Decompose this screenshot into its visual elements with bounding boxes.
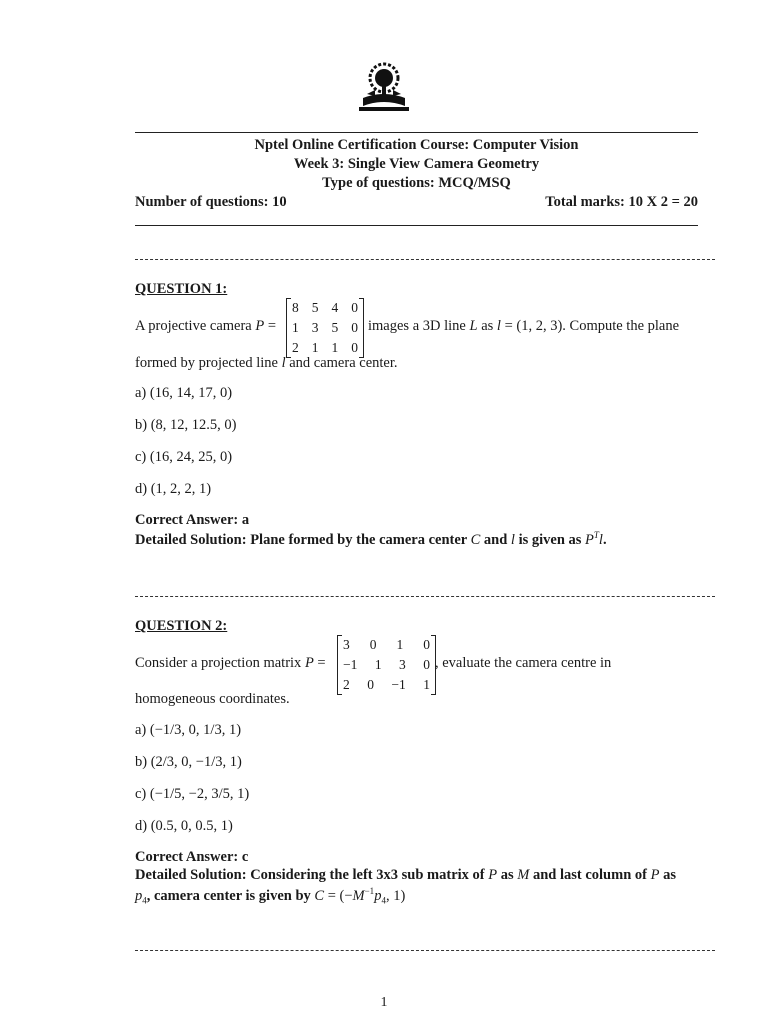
q2-sol-var: p	[374, 887, 382, 904]
question-2-text-line2: homogeneous coordinates.	[135, 691, 290, 707]
institute-emblem-icon	[353, 54, 415, 116]
matrix-cell: 0	[351, 320, 358, 335]
q2-sol-sub: 4	[142, 895, 147, 906]
matrix-cell: 1	[374, 657, 382, 672]
q2-option-c[interactable]: c) (−1/5, −2, 3/5, 1)	[135, 786, 250, 802]
q1-sol-part: Detailed Solution: Plane formed by the camera center	[135, 531, 471, 548]
q2-sol-sup: −1	[364, 886, 375, 896]
matrix-cell: 1	[292, 320, 299, 335]
q1-var-l: l	[496, 318, 501, 334]
matrix-cell: 3	[311, 320, 319, 335]
matrix-cell: 3	[399, 657, 406, 672]
matrix-cell: 1	[311, 340, 319, 355]
q2-sol-var: M	[352, 887, 365, 904]
q1-eq: =	[264, 318, 277, 334]
q2-option-d[interactable]: d) (0.5, 0, 0.5, 1)	[135, 818, 233, 834]
matrix-cell: 1	[331, 340, 339, 355]
matrix-cell: 8	[292, 300, 299, 315]
q1-var-p: P	[255, 318, 265, 334]
matrix-cell: 2	[343, 677, 350, 692]
q2-sol-sub: 4	[381, 895, 386, 906]
q2-sol-part: , camera center is given by	[146, 887, 315, 904]
q2-option-b[interactable]: b) (2/3, 0, −1/3, 1)	[135, 754, 242, 770]
question-1-text-line2	[135, 355, 398, 372]
matrix-cell: 0	[423, 637, 430, 652]
q1-detailed-solution	[135, 530, 607, 549]
q1-sol-part: .	[602, 531, 607, 548]
header-bottom-rule	[135, 225, 698, 226]
header-top-rule	[135, 132, 698, 133]
matrix-cell: 1	[396, 637, 404, 652]
q2-var-p: P	[304, 655, 314, 671]
question-1-text	[135, 318, 276, 335]
matrix-cell: −1	[391, 677, 406, 692]
week-title: Week 3: Single View Camera Geometry	[293, 156, 540, 172]
q2-option-a[interactable]: a) (−1/3, 0, 1/3, 1)	[135, 722, 242, 738]
question-1-title: QUESTION 1:	[135, 281, 228, 297]
q2-sol-part: = (−	[324, 887, 353, 904]
q1-text-part: = (1, 2, 3). Compute the plane	[500, 318, 680, 334]
q1-text-part: formed by projected line	[135, 355, 282, 371]
q2-sol-var: C	[314, 887, 325, 904]
matrix-cell: 2	[292, 340, 299, 355]
matrix-cell: 5	[311, 300, 319, 315]
page-number: 1	[380, 995, 388, 1010]
q2-sol-var: M	[517, 867, 530, 883]
q1-sol-var: l	[598, 531, 603, 548]
q1-sol-var: l	[510, 531, 515, 548]
question-1-text-cont	[368, 318, 679, 335]
matrix-cell: 0	[351, 340, 358, 355]
question-type: Type of questions: MCQ/MSQ	[322, 175, 511, 191]
separator-dashes	[135, 596, 715, 597]
matrix-cell: −1	[343, 657, 358, 672]
q2-text-part: Consider a projection matrix	[135, 655, 305, 671]
q2-sol-var: P	[650, 867, 660, 883]
course-title: Nptel Online Certification Course: Computer Vision	[254, 137, 579, 153]
matrix-cell: 3	[343, 637, 350, 652]
q2-detailed-solution	[135, 867, 676, 884]
matrix-cell: 5	[331, 320, 339, 335]
q1-option-c[interactable]: c) (16, 24, 25, 0)	[135, 449, 233, 465]
total-marks: Total marks: 10 X 2 = 20	[545, 194, 698, 210]
q1-sol-part: and	[480, 531, 511, 548]
question-2-text-cont: , evaluate the camera centre in	[435, 655, 612, 671]
q2-sol-part: as	[659, 867, 676, 883]
q1-text-part: A projective camera	[135, 318, 256, 334]
question-2-title: QUESTION 2:	[135, 618, 228, 634]
q2-sol-part: Detailed Solution: Considering the left 3x3 sub matrix of	[135, 867, 489, 883]
q2-correct-answer: Correct Answer: c	[135, 849, 249, 865]
q2-sol-var: P	[488, 867, 498, 883]
separator-dashes	[135, 259, 715, 260]
q1-option-a[interactable]: a) (16, 14, 17, 0)	[135, 385, 233, 401]
q1-option-d[interactable]: d) (1, 2, 2, 1)	[135, 481, 212, 497]
q2-detailed-solution-line2	[135, 886, 405, 906]
q1-matrix	[286, 298, 364, 358]
matrix-cell: 0	[369, 637, 377, 652]
matrix-cell: 4	[331, 300, 339, 315]
q2-eq: =	[313, 655, 326, 671]
q1-option-b[interactable]: b) (8, 12, 12.5, 0)	[135, 417, 237, 433]
matrix-cell: 0	[423, 657, 430, 672]
q1-text-part: images a 3D line	[368, 318, 470, 334]
separator-dashes	[135, 950, 715, 951]
matrix-cell: 0	[367, 677, 374, 692]
q2-sol-part: as	[497, 867, 518, 883]
q2-matrix	[337, 635, 436, 695]
q1-text-part: as	[477, 318, 497, 334]
q1-var-L: L	[469, 318, 478, 334]
q1-correct-answer: Correct Answer: a	[135, 512, 250, 528]
matrix-cell: 1	[423, 677, 430, 692]
matrix-cell: 0	[351, 300, 358, 315]
q2-sol-part: and last column of	[529, 867, 651, 883]
q1-sol-sup: T	[593, 530, 599, 540]
q2-sol-part: , 1)	[385, 887, 406, 904]
q1-var-l: l	[281, 355, 286, 371]
q1-sol-var: P	[585, 531, 594, 548]
q2-sol-var: p	[135, 887, 143, 904]
q1-sol-var: C	[470, 531, 481, 548]
q1-sol-part: is given as	[514, 531, 586, 548]
num-questions: Number of questions: 10	[135, 194, 287, 210]
q1-text-part: and camera center.	[285, 355, 398, 371]
question-2-text	[135, 655, 326, 672]
